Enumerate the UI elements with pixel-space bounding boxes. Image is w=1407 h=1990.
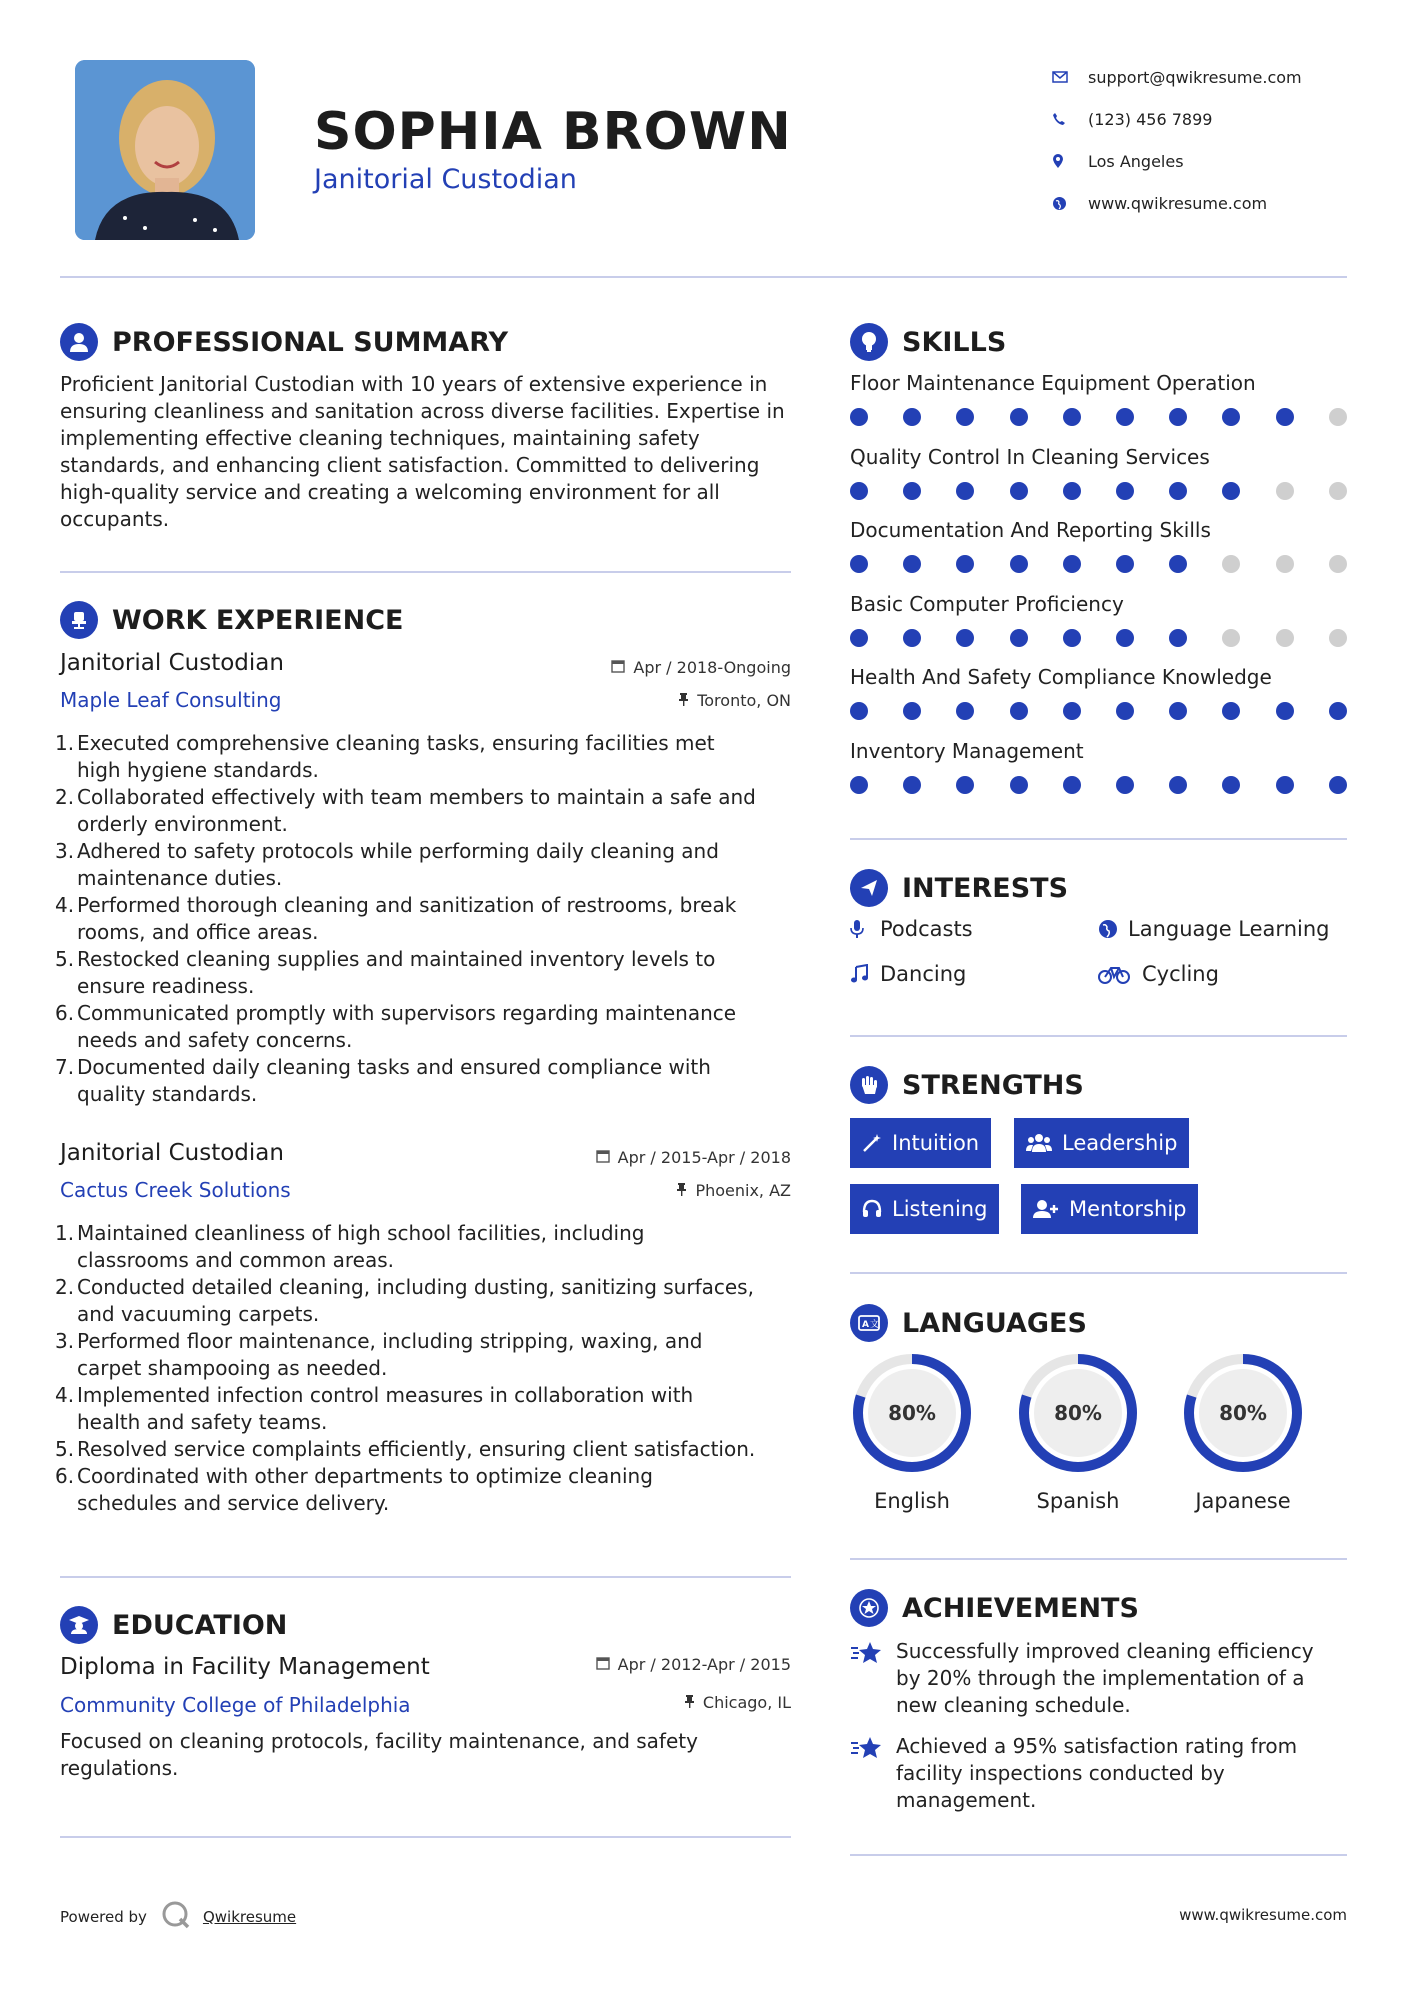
qwikresume-logo-icon: [161, 1900, 191, 1934]
interests-heading: [850, 869, 1068, 907]
skill-dot-filled: [903, 776, 921, 794]
globe-icon: [1050, 196, 1088, 211]
interests-divider: [850, 1035, 1347, 1037]
language-percent: 80%: [888, 1401, 936, 1425]
achievement-text: Successfully improved cleaning efficiency by 20% through the implementation of a new cleaning schedule.: [896, 1639, 1314, 1717]
work-heading: [60, 601, 403, 639]
job-1-title: Janitorial Custodian: [60, 650, 284, 676]
achievements-divider: [850, 1854, 1347, 1856]
duty-item: [55, 892, 800, 946]
shooting-star-icon: [850, 1733, 896, 1814]
duty-text: Performed floor maintenance, including stripping, waxing, and carpet shampooing as needed.: [77, 1329, 703, 1380]
language-percent: 80%: [1219, 1401, 1267, 1425]
skill-dot-filled: [850, 408, 868, 426]
skill-dot-filled: [1169, 482, 1187, 500]
language-icon: [850, 1304, 888, 1342]
contact-website-text: www.qwikresume.com: [1088, 193, 1268, 213]
duty-item: [55, 1328, 800, 1382]
achievements-heading: [850, 1589, 1139, 1627]
footer-powered-by: [60, 1900, 296, 1934]
skill-dot-filled: [1169, 776, 1187, 794]
duty-number: 3.: [55, 1329, 75, 1353]
calendar-icon: [611, 658, 625, 677]
duty-item: [55, 1000, 800, 1054]
skill-dot-filled: [903, 482, 921, 500]
skill-dot-filled: [956, 702, 974, 720]
duty-text: Performed thorough cleaning and sanitization of restrooms, break rooms, and office areas.: [77, 893, 737, 944]
skill-dot-filled: [850, 629, 868, 647]
job-1-duties: [55, 730, 800, 1108]
duty-number: 3.: [55, 839, 75, 863]
interests-title: INTERESTS: [902, 872, 1069, 904]
skill-dot-filled: [903, 629, 921, 647]
contact-email-text: support@qwikresume.com: [1088, 67, 1302, 87]
header-divider: [60, 276, 1347, 278]
strengths-title: STRENGTHS: [902, 1069, 1084, 1101]
contact-location: [1050, 140, 1302, 182]
pushpin-icon: [678, 691, 689, 710]
job-2-dates: [480, 1148, 791, 1167]
duty-number: 5.: [55, 947, 75, 971]
skill-dot-filled: [1116, 629, 1134, 647]
job-2-duties: [55, 1220, 800, 1517]
skill-dot-filled: [850, 702, 868, 720]
job-1-dates: [480, 658, 791, 677]
duty-item: [55, 784, 800, 838]
contact-website[interactable]: [1050, 182, 1302, 224]
skill-dot-filled: [1169, 629, 1187, 647]
skills-title: SKILLS: [902, 326, 1007, 358]
duty-number: 2.: [55, 1275, 75, 1299]
skill-rating: [850, 702, 1347, 720]
duty-item: [55, 1463, 800, 1517]
skill-dot-filled: [1116, 408, 1134, 426]
language-ring: [1181, 1351, 1305, 1475]
duty-item: [55, 1054, 800, 1108]
education-heading: [60, 1606, 287, 1644]
languages-title: LANGUAGES: [902, 1307, 1087, 1339]
duty-number: 7.: [55, 1055, 75, 1079]
work-divider: [60, 1576, 791, 1578]
skill-dot-empty: [1276, 629, 1294, 647]
skill-dot-filled: [1276, 702, 1294, 720]
achievement-item: [850, 1638, 1347, 1719]
duty-number: 2.: [55, 785, 75, 809]
job-2-dates-text: Apr / 2015-Apr / 2018: [617, 1148, 791, 1167]
duty-number: 1.: [55, 1221, 75, 1245]
skill-dot-empty: [1276, 555, 1294, 573]
skill-rating: [850, 776, 1347, 794]
duty-text: Resolved service complaints efficiently, ensuring client satisfaction.: [77, 1437, 756, 1461]
skill-dot-filled: [1010, 408, 1028, 426]
skill-dot-filled: [1222, 482, 1240, 500]
language-name: English: [874, 1489, 950, 1513]
strength-label: Intuition: [892, 1131, 980, 1155]
fist-icon: [850, 1066, 888, 1104]
star-badge-icon: [850, 1589, 888, 1627]
skill-rating: [850, 555, 1347, 573]
skill-dot-filled: [850, 555, 868, 573]
skill-dot-filled: [1010, 482, 1028, 500]
summary-divider: [60, 571, 791, 573]
candidate-name: SOPHIA BROWN: [314, 102, 792, 162]
magic-wand-icon: [862, 1133, 882, 1153]
contact-phone[interactable]: [1050, 98, 1302, 140]
calendar-icon: [596, 1655, 610, 1674]
language-name: Spanish: [1036, 1489, 1120, 1513]
job-2-title: Janitorial Custodian: [60, 1140, 284, 1166]
achievements-title: ACHIEVEMENTS: [902, 1592, 1139, 1624]
skill-dot-filled: [1116, 776, 1134, 794]
education-description: Focused on cleaning protocols, facility maintenance, and safety regulations.: [60, 1729, 698, 1780]
strength-intuition: [850, 1118, 991, 1168]
strength-mentorship: [1021, 1184, 1198, 1234]
calendar-icon: [596, 1148, 610, 1167]
skill-dot-filled: [903, 555, 921, 573]
strengths-divider: [850, 1272, 1347, 1274]
skill-dot-filled: [956, 482, 974, 500]
graduate-icon: [60, 1606, 98, 1644]
skill-rating: [850, 482, 1347, 500]
phone-icon: [1050, 112, 1088, 126]
user-icon: [60, 323, 98, 361]
language-ring: [850, 1351, 974, 1475]
duty-text: Collaborated effectively with team members to maintain a safe and orderly environment.: [77, 785, 756, 836]
achievement-item: [850, 1733, 1347, 1814]
strength-leadership: [1014, 1118, 1189, 1168]
job-1-location: [480, 691, 791, 710]
duty-item: [55, 1382, 800, 1436]
skill-dot-empty: [1222, 555, 1240, 573]
skill-dot-filled: [956, 555, 974, 573]
contact-email[interactable]: [1050, 56, 1302, 98]
interest-podcasts: [850, 917, 973, 941]
skill-dot-filled: [1063, 776, 1081, 794]
degree-title: Diploma in Facility Management: [60, 1654, 430, 1680]
skill-dot-filled: [1116, 482, 1134, 500]
interest-language-learning: [1098, 917, 1329, 941]
skill-dot-filled: [1329, 776, 1347, 794]
skills-divider: [850, 838, 1347, 840]
candidate-role: Janitorial Custodian: [314, 164, 577, 195]
skill-dot-filled: [1329, 702, 1347, 720]
education-dates: [480, 1655, 791, 1674]
education-location-text: Chicago, IL: [702, 1693, 791, 1712]
interest-cycling: [1098, 962, 1219, 986]
skill-dot-filled: [850, 482, 868, 500]
microphone-icon: [850, 919, 878, 939]
job-1-location-text: Toronto, ON: [697, 691, 791, 710]
job-2-company: Cactus Creek Solutions: [60, 1178, 291, 1202]
duty-number: 5.: [55, 1437, 75, 1461]
shooting-star-icon: [850, 1638, 896, 1719]
education-location: [480, 1693, 791, 1712]
footer-url[interactable]: www.qwikresume.com: [1179, 1906, 1347, 1924]
language-percent: 80%: [1054, 1401, 1102, 1425]
skill-dot-filled: [1222, 408, 1240, 426]
pushpin-icon: [684, 1693, 695, 1712]
education-dates-text: Apr / 2012-Apr / 2015: [617, 1655, 791, 1674]
contact-location-text: Los Angeles: [1088, 151, 1184, 171]
strength-label: Listening: [892, 1197, 988, 1221]
skill-dot-filled: [1010, 555, 1028, 573]
job-2-location-text: Phoenix, AZ: [695, 1181, 791, 1200]
duty-item: [55, 730, 800, 784]
interest-label: Language Learning: [1128, 917, 1330, 941]
skill-name: Floor Maintenance Equipment Operation: [850, 371, 1256, 395]
duty-text: Documented daily cleaning tasks and ensured compliance with quality standards.: [77, 1055, 711, 1106]
skill-dot-filled: [1063, 482, 1081, 500]
language-item: [1181, 1351, 1305, 1513]
skill-dot-filled: [1116, 702, 1134, 720]
skill-dot-filled: [1169, 555, 1187, 573]
globe-icon: [1098, 919, 1126, 939]
lightbulb-icon: [850, 323, 888, 361]
contact-list: [1050, 56, 1302, 224]
duty-text: Maintained cleanliness of high school facilities, including classrooms and common areas.: [77, 1221, 645, 1272]
music-note-icon: [850, 964, 878, 984]
skill-dot-filled: [956, 776, 974, 794]
skill-dot-filled: [1010, 629, 1028, 647]
language-name: Japanese: [1195, 1489, 1291, 1513]
contact-phone-text: (123) 456 7899: [1088, 109, 1213, 129]
job-1-dates-text: Apr / 2018-Ongoing: [633, 658, 791, 677]
skill-dot-filled: [850, 776, 868, 794]
duty-text: Conducted detailed cleaning, including dusting, sanitizing surfaces, and vacuuming carpets.: [77, 1275, 754, 1326]
duty-text: Executed comprehensive cleaning tasks, ensuring facilities met high hygiene standards.: [77, 731, 715, 782]
pushpin-icon: [676, 1181, 687, 1200]
interest-dancing: [850, 962, 966, 986]
duty-text: Adhered to safety protocols while performing daily cleaning and maintenance duties.: [77, 839, 719, 890]
duty-text: Implemented infection control measures in collaboration with health and safety teams.: [77, 1383, 694, 1434]
skill-dot-filled: [956, 629, 974, 647]
envelope-icon: [1050, 71, 1088, 83]
skill-dot-empty: [1329, 629, 1347, 647]
summary-title: PROFESSIONAL SUMMARY: [112, 326, 509, 358]
skill-dot-empty: [1276, 482, 1294, 500]
skill-dot-empty: [1222, 629, 1240, 647]
skill-dot-filled: [903, 702, 921, 720]
svg-text:文: 文: [870, 1320, 880, 1330]
work-title: WORK EXPERIENCE: [112, 604, 404, 636]
paper-plane-icon: [850, 869, 888, 907]
language-item: [1016, 1351, 1140, 1513]
duty-text: Restocked cleaning supplies and maintained inventory levels to ensure readiness.: [77, 947, 716, 998]
summary-text: Proficient Janitorial Custodian with 10 years of extensive experience in ensuring cleanliness and sanitation across diverse facilities. Expertise in implementing effective cleaning techniques, maintaining safety standards, and enhancing client satisfaction. Committed to delivering high-quality service and creating a welcoming environment for all occupants.: [60, 372, 785, 531]
profile-photo: [75, 60, 255, 240]
skill-dot-filled: [1010, 776, 1028, 794]
duty-number: 4.: [55, 893, 75, 917]
skill-dot-filled: [1276, 776, 1294, 794]
powered-by-text: Powered by: [60, 1908, 147, 1926]
skill-dot-empty: [1329, 408, 1347, 426]
duty-item: [55, 1274, 800, 1328]
skill-name: Basic Computer Proficiency: [850, 591, 1124, 616]
skills-heading: [850, 323, 1006, 361]
job-1-company: Maple Leaf Consulting: [60, 688, 282, 712]
duty-item: [55, 946, 800, 1000]
skill-dot-empty: [1329, 555, 1347, 573]
skill-name: Inventory Management: [850, 738, 1084, 763]
skill-dot-filled: [903, 408, 921, 426]
user-plus-icon: [1033, 1199, 1059, 1219]
skill-dot-filled: [956, 408, 974, 426]
bicycle-icon: [1098, 964, 1140, 984]
achievement-text: Achieved a 95% satisfaction rating from facility inspections conducted by management.: [896, 1734, 1298, 1812]
skill-rating: [850, 408, 1347, 426]
skill-dot-empty: [1329, 482, 1347, 500]
skill-rating: [850, 629, 1347, 647]
education-divider: [60, 1836, 791, 1838]
school-name: Community College of Philadelphia: [60, 1693, 411, 1717]
job-2-location: [480, 1181, 791, 1200]
skill-name: Health And Safety Compliance Knowledge: [850, 665, 1272, 689]
interest-label: Cycling: [1142, 962, 1219, 986]
strength-listening: [850, 1184, 999, 1234]
map-pin-icon: [1050, 153, 1088, 169]
users-icon: [1026, 1133, 1052, 1153]
interest-label: Dancing: [880, 962, 967, 986]
skill-dot-filled: [1063, 408, 1081, 426]
strengths-heading: [850, 1066, 1084, 1104]
skill-name: Documentation And Reporting Skills: [850, 518, 1211, 542]
education-title: EDUCATION: [112, 1609, 288, 1641]
headphones-icon: [862, 1199, 882, 1219]
skill-dot-filled: [1169, 408, 1187, 426]
duty-text: Communicated promptly with supervisors regarding maintenance needs and safety concerns.: [77, 1001, 737, 1052]
skill-dot-filled: [1276, 408, 1294, 426]
duty-item: [55, 838, 800, 892]
skill-dot-filled: [1222, 702, 1240, 720]
skill-dot-filled: [1063, 555, 1081, 573]
languages-divider: [850, 1558, 1347, 1560]
summary-heading: [60, 323, 508, 361]
skill-dot-filled: [1063, 629, 1081, 647]
chair-icon: [60, 601, 98, 639]
duty-item: [55, 1436, 800, 1463]
duty-item: [55, 1220, 800, 1274]
skill-dot-filled: [1116, 555, 1134, 573]
duty-number: 1.: [55, 731, 75, 755]
duty-number: 6.: [55, 1001, 75, 1025]
strength-label: Mentorship: [1069, 1197, 1187, 1221]
qwikresume-link[interactable]: Qwikresume: [202, 1908, 297, 1926]
svg-text:A: A: [862, 1320, 869, 1330]
languages-heading: [850, 1304, 1087, 1342]
duty-text: Coordinated with other departments to optimize cleaning schedules and service delivery.: [77, 1464, 653, 1515]
skill-name: Quality Control In Cleaning Services: [850, 444, 1210, 469]
skill-dot-filled: [1063, 702, 1081, 720]
duty-number: 4.: [55, 1383, 75, 1407]
interest-label: Podcasts: [880, 917, 973, 941]
skill-dot-filled: [1010, 702, 1028, 720]
skill-dot-filled: [1169, 702, 1187, 720]
strength-label: Leadership: [1062, 1131, 1178, 1155]
skill-dot-filled: [1222, 776, 1240, 794]
duty-number: 6.: [55, 1464, 75, 1488]
language-item: [850, 1351, 974, 1513]
language-ring: [1016, 1351, 1140, 1475]
